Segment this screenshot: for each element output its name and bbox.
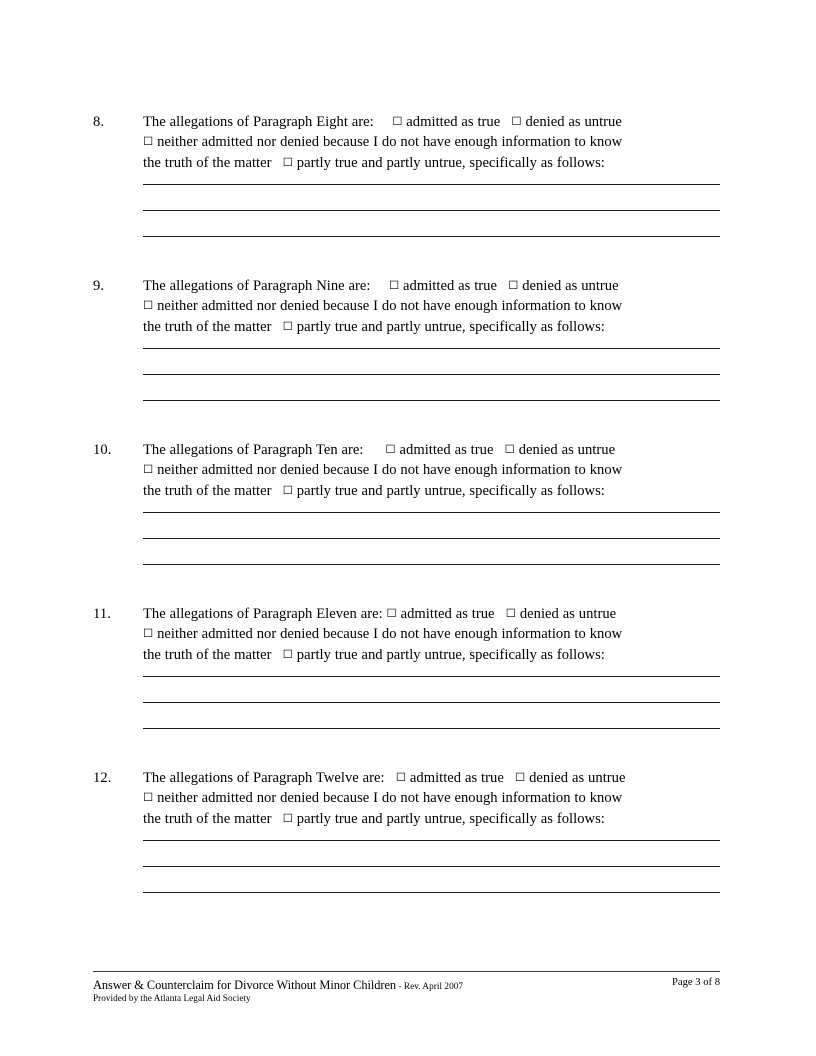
item-number: 12. [93, 770, 112, 786]
checkbox-admitted-as-true-icon[interactable]: ☐ [392, 114, 403, 128]
gap-spacer [272, 319, 283, 335]
footer-document-title: Answer & Counterclaim for Divorce Without Minor Children [93, 978, 397, 992]
item-body [143, 112, 733, 173]
option-admitted-label: admitted as true [395, 442, 494, 458]
answer-line[interactable] [143, 892, 720, 893]
item-lead-text: The allegations of Paragraph Ten are: [143, 442, 364, 458]
numbered-item [93, 440, 733, 501]
checkbox-admitted-as-true-icon[interactable]: ☐ [386, 606, 397, 620]
checkbox-neither-admitted-nor-denied-icon[interactable]: ☐ [143, 134, 154, 149]
answer-line[interactable] [143, 538, 720, 539]
option-partly-label: partly true and partly untrue, specifically as follows: [292, 154, 605, 171]
footer-primary-line [93, 976, 720, 991]
checkbox-partly-true-icon[interactable]: ☐ [282, 482, 293, 497]
checkbox-partly-true-icon[interactable]: ☐ [282, 646, 293, 661]
checkbox-partly-true-icon[interactable]: ☐ [282, 154, 293, 169]
footer-provider: Provided by the Atlanta Legal Aid Society [93, 993, 251, 1003]
numbered-item [93, 112, 733, 173]
option-partly-label: partly true and partly untrue, specifically as follows: [292, 482, 605, 499]
answer-line[interactable] [143, 210, 720, 211]
item-line3-lead: the truth of the matter [143, 154, 272, 171]
checkbox-admitted-as-true-icon[interactable]: ☐ [385, 442, 396, 456]
option-neither-label: neither admitted nor denied because I do not have enough information to know [153, 626, 623, 643]
checkbox-denied-as-untrue-icon[interactable]: ☐ [515, 770, 526, 784]
answer-line[interactable] [143, 348, 720, 349]
item-text-row [93, 276, 733, 337]
item-lead-text: The allegations of Paragraph Nine are: [143, 278, 371, 294]
item-number: 9. [93, 278, 105, 294]
item-lead-text: The allegations of Paragraph Eight are: [143, 114, 374, 130]
item-body [143, 604, 733, 665]
option-denied-label: denied as untrue [518, 278, 619, 294]
answer-lines-group [143, 512, 720, 565]
numbered-item [93, 276, 733, 337]
checkbox-denied-as-untrue-icon[interactable]: ☐ [504, 442, 515, 456]
gap-spacer [363, 442, 385, 458]
page-number: Page 3 of 8 [672, 977, 720, 988]
checkbox-admitted-as-true-icon[interactable]: ☐ [395, 770, 407, 784]
answer-line[interactable] [143, 512, 720, 513]
checkbox-denied-as-untrue-icon[interactable]: ☐ [511, 114, 522, 128]
answer-line[interactable] [143, 702, 720, 703]
item-body [143, 276, 733, 337]
answer-line[interactable] [143, 676, 720, 677]
item-line3-lead: the truth of the matter [143, 482, 272, 499]
numbered-item [93, 768, 733, 829]
option-denied-label: denied as untrue [525, 770, 626, 786]
item-line3-lead: the truth of the matter [143, 646, 272, 663]
numbered-item [93, 604, 733, 665]
item-body [143, 440, 733, 501]
checkbox-partly-true-icon[interactable]: ☐ [282, 810, 293, 825]
option-admitted-label: admitted as true [396, 606, 495, 622]
answer-lines-group [143, 348, 720, 401]
gap-spacer [272, 811, 283, 827]
item-body [143, 768, 733, 829]
answer-lines-group [143, 676, 720, 729]
option-neither-label: neither admitted nor denied because I do not have enough information to know [153, 462, 623, 479]
item-number: 8. [93, 114, 105, 130]
gap-spacer [504, 770, 515, 786]
checkbox-denied-as-untrue-icon[interactable]: ☐ [508, 278, 519, 292]
gap-spacer [272, 483, 283, 499]
item-line3-lead: the truth of the matter [143, 810, 272, 827]
item-text-row [93, 768, 733, 829]
item-line3-lead: the truth of the matter [143, 318, 272, 335]
option-neither-label: neither admitted nor denied because I do not have enough information to know [153, 134, 623, 151]
option-partly-label: partly true and partly untrue, specifically as follows: [292, 810, 605, 827]
gap-spacer [385, 770, 396, 786]
checkbox-neither-admitted-nor-denied-icon[interactable]: ☐ [143, 790, 154, 805]
gap-spacer [272, 155, 283, 171]
option-partly-label: partly true and partly untrue, specifically as follows: [292, 646, 605, 663]
item-text-row [93, 440, 733, 501]
checkbox-partly-true-icon[interactable]: ☐ [282, 318, 293, 333]
answer-line[interactable] [143, 840, 720, 841]
option-partly-label: partly true and partly untrue, specifically as follows: [292, 318, 605, 335]
page-footer [93, 971, 720, 1003]
gap-spacer [370, 278, 388, 294]
option-admitted-label: admitted as true [406, 770, 504, 786]
gap-spacer [497, 278, 508, 294]
footer-divider [93, 971, 720, 972]
item-lead-text: The allegations of Paragraph Twelve are: [143, 770, 385, 786]
answer-line[interactable] [143, 728, 720, 729]
gap-spacer [374, 114, 392, 130]
answer-line[interactable] [143, 184, 720, 185]
item-lead-text: The allegations of Paragraph Eleven are: [143, 606, 383, 622]
gap-spacer [383, 606, 387, 622]
answer-line[interactable] [143, 564, 720, 565]
gap-spacer [500, 114, 511, 130]
option-denied-label: denied as untrue [521, 114, 622, 130]
checkbox-neither-admitted-nor-denied-icon[interactable]: ☐ [143, 462, 154, 477]
checkbox-neither-admitted-nor-denied-icon[interactable]: ☐ [143, 626, 154, 641]
option-neither-label: neither admitted nor denied because I do not have enough information to know [153, 790, 623, 807]
option-denied-label: denied as untrue [515, 606, 617, 622]
answer-line[interactable] [143, 866, 720, 867]
option-neither-label: neither admitted nor denied because I do not have enough information to know [153, 298, 623, 315]
answer-line[interactable] [143, 236, 720, 237]
answer-line[interactable] [143, 374, 720, 375]
gap-spacer [495, 606, 506, 622]
option-denied-label: denied as untrue [514, 442, 616, 458]
option-admitted-label: admitted as true [402, 114, 501, 130]
answer-lines-group [143, 184, 720, 237]
checkbox-admitted-as-true-icon[interactable]: ☐ [388, 278, 400, 292]
answer-line[interactable] [143, 400, 720, 401]
checkbox-neither-admitted-nor-denied-icon[interactable]: ☐ [143, 298, 154, 313]
gap-spacer [493, 442, 504, 458]
footer-revision-date: - Rev. April 2007 [396, 981, 464, 991]
checkbox-denied-as-untrue-icon[interactable]: ☐ [505, 606, 516, 620]
item-text-row [93, 112, 733, 173]
item-number: 11. [93, 606, 112, 622]
item-number: 10. [93, 442, 112, 458]
option-admitted-label: admitted as true [399, 278, 497, 294]
answer-lines-group [143, 840, 720, 893]
gap-spacer [272, 647, 283, 663]
item-text-row [93, 604, 733, 665]
